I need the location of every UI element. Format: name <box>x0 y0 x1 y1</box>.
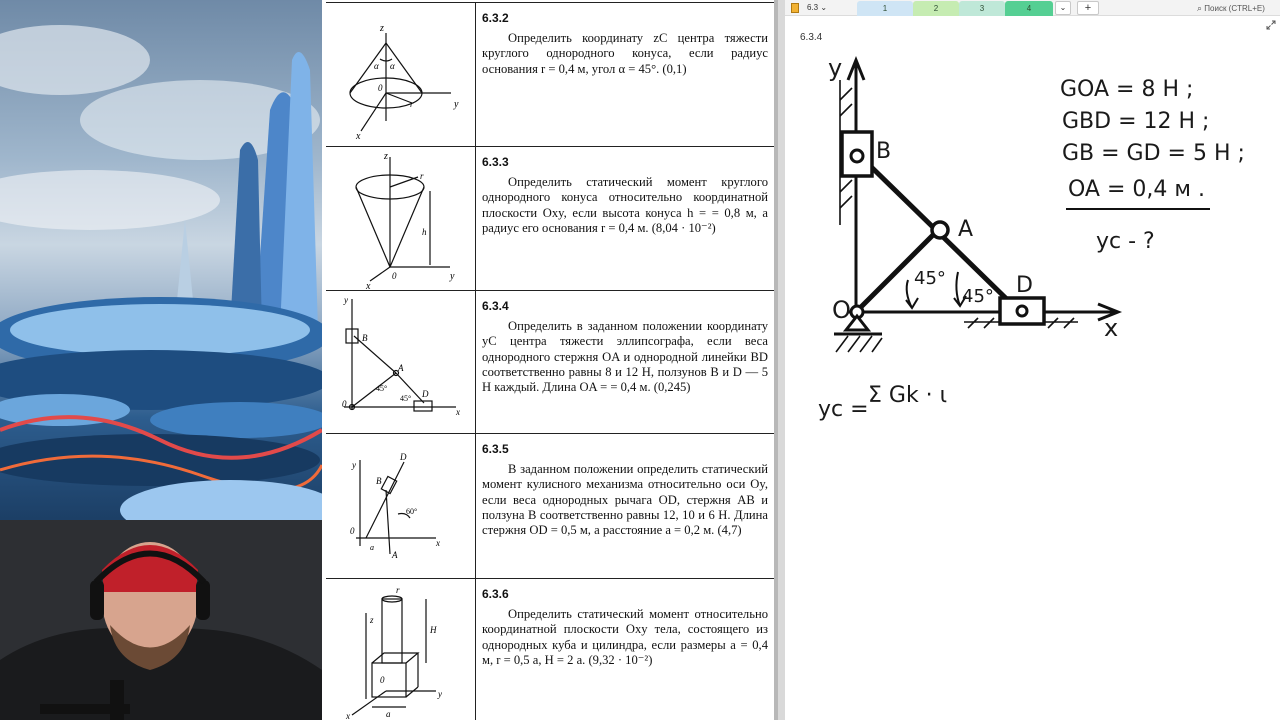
given-g-oa: GOA = 8 H ; <box>1060 77 1194 102</box>
fig-label-x: x <box>456 407 460 417</box>
axis-label-x: x <box>1104 314 1119 342</box>
tab-1[interactable]: 1 <box>857 1 913 16</box>
fig-label-a: A <box>392 550 398 560</box>
figure-ellipsograph-6-3-4 <box>326 291 476 433</box>
problem-number: 6.3.4 <box>482 299 509 313</box>
tab-4[interactable]: 4 <box>1005 1 1053 16</box>
fig-label-x: x <box>356 131 361 142</box>
fig-label-a: A <box>398 363 404 373</box>
tab-3[interactable]: 3 <box>959 1 1005 16</box>
find-yc: yc - ? <box>1096 229 1155 254</box>
page-selector-label: 6.3 <box>807 3 819 12</box>
tabs-overflow-dropdown[interactable] <box>1055 1 1071 15</box>
formula-left: yc = <box>818 397 869 422</box>
fig-label-b: B <box>362 333 368 343</box>
formula-right: Σ Gk · ι <box>868 383 948 408</box>
fig-label-b: B <box>376 476 382 486</box>
problem-6-3-4 <box>326 290 774 433</box>
fig-label-o: 0 <box>342 399 347 409</box>
problem-number: 6.3.5 <box>482 442 509 456</box>
fig-label-x: x <box>346 711 350 720</box>
y-axis <box>848 60 864 310</box>
futuristic-city-image <box>0 0 322 520</box>
figure-cone-6-3-3 <box>326 147 476 290</box>
fig-label-z: z <box>370 615 374 625</box>
label-point-d: D <box>1016 273 1033 298</box>
fig-label-r: r <box>396 585 400 595</box>
axis-label-y: y <box>828 54 843 82</box>
fig-label-y: y <box>438 689 442 699</box>
fig-label-r: r <box>410 99 414 109</box>
expand-icon[interactable] <box>1266 20 1276 30</box>
figure-cube-cylinder-6-3-6 <box>326 579 476 720</box>
fig-label-x: x <box>366 281 371 291</box>
chevron-down-icon: ⌄ <box>820 3 828 12</box>
problem-6-3-6 <box>326 578 774 720</box>
problem-6-3-5 <box>326 433 774 578</box>
fig-label-o: 0 <box>392 271 397 281</box>
fig-label-h: h <box>422 227 427 237</box>
problem-number: 6.3.2 <box>482 11 509 25</box>
chevron-down-icon: ⌄ <box>1059 3 1067 12</box>
problem-6-3-2 <box>326 2 774 146</box>
fig-label-h: H <box>430 625 437 635</box>
label-angle-2: 45° <box>962 286 994 307</box>
fig-label-x: x <box>436 538 440 548</box>
fig-label-angle: 60° <box>406 507 418 516</box>
figure-rocker-6-3-5 <box>326 434 476 578</box>
fig-label-r: r <box>420 171 424 181</box>
given-g-bd: GBD = 12 H ; <box>1062 109 1210 134</box>
problem-text: Определить статический момент круглого однородного конуса относительно координатной плоскости Oxy, если высота конуса h = = 0,8 м, а радиус его основания r = 0,4 м. (8,04 · 10⁻²) <box>482 175 768 235</box>
fig-label-d: D <box>400 452 407 462</box>
fig-label-y: y <box>352 460 356 470</box>
figure-cone-6-3-2 <box>326 3 476 146</box>
label-point-b: B <box>876 139 892 164</box>
problem-text: Определить статический момент относительно координатной плоскости Oxy тела, состоящего из однородных куба и цилиндра, если размеры a = 0,4 м, r = 0,5 a, H = 2 a. (9,32 · 10⁻²) <box>482 607 768 667</box>
fig-label-o: 0 <box>380 675 385 685</box>
search-icon: ⌕ <box>1197 3 1203 13</box>
joint-a <box>932 222 948 238</box>
fig-label-y: y <box>454 99 459 110</box>
label-angle-1: 45° <box>914 268 946 289</box>
problem-6-3-3 <box>326 146 774 290</box>
page-selector-dropdown[interactable] <box>807 0 843 16</box>
fig-label-alpha-left: α <box>374 61 379 71</box>
problem-text: Определить в заданном положении координату yC центра тяжести эллипсографа, если веса однородного стержня OA и однородной линейки BD соответственно равны 8 и 12 Н, ползунов B и D — 5 Н каждый. Длина OA = = 0,4 м. (0,245) <box>482 319 768 395</box>
notes-tabbar <box>785 0 1280 16</box>
given-g-b-d: GB = GD = 5 H ; <box>1062 141 1245 166</box>
slider-d <box>1000 298 1044 324</box>
fig-label-o: 0 <box>378 83 383 93</box>
given-oa-length: OA = 0,4 м . <box>1068 177 1205 202</box>
label-origin-o: O <box>832 296 851 324</box>
fig-label-a: a <box>386 709 391 719</box>
fig-label-o: 0 <box>350 526 355 536</box>
fig-label-angle2: 45° <box>400 394 412 403</box>
fig-label-alpha-right: α <box>390 61 395 71</box>
webcam-overlay <box>0 520 322 720</box>
slider-b <box>842 132 872 176</box>
label-point-a: A <box>958 217 974 242</box>
page-title: 6.3.4 <box>800 32 823 43</box>
tab-2[interactable]: 2 <box>913 1 959 16</box>
fig-label-a-dim: a <box>370 543 374 552</box>
fig-label-z: z <box>380 23 384 34</box>
search-placeholder: Поиск (CTRL+E) <box>1204 4 1265 13</box>
fig-label-y: y <box>450 271 455 282</box>
fig-label-z: z <box>384 151 388 162</box>
problem-number: 6.3.3 <box>482 155 509 169</box>
problem-text: Определить координату zC центра тяжести круглого однородного конуса, если радиус основания r = 0,4 м, угол α = 45°. (0,1) <box>482 31 768 76</box>
problem-text: В заданном положении определить статический момент кулисного механизма относительно оси Oy, если веса однородных рычага OD, стержня AB и ползуна B соответственно равны 12, 10 и 6 Н. Длина стержня OD = 0,5 м, а расстояние a = 0,2 м. (4,7) <box>482 462 768 538</box>
fig-label-y: y <box>344 295 348 305</box>
notebook-icon <box>791 3 799 13</box>
fig-label-angle1: 45° <box>376 384 388 393</box>
handwritten-canvas[interactable] <box>778 40 1280 460</box>
textbook-scan <box>322 0 778 720</box>
search-box[interactable] <box>1197 0 1277 16</box>
problem-number: 6.3.6 <box>482 587 509 601</box>
fig-label-d: D <box>422 389 429 399</box>
streamer-avatar <box>0 520 322 720</box>
add-tab-button[interactable]: + <box>1077 1 1099 15</box>
